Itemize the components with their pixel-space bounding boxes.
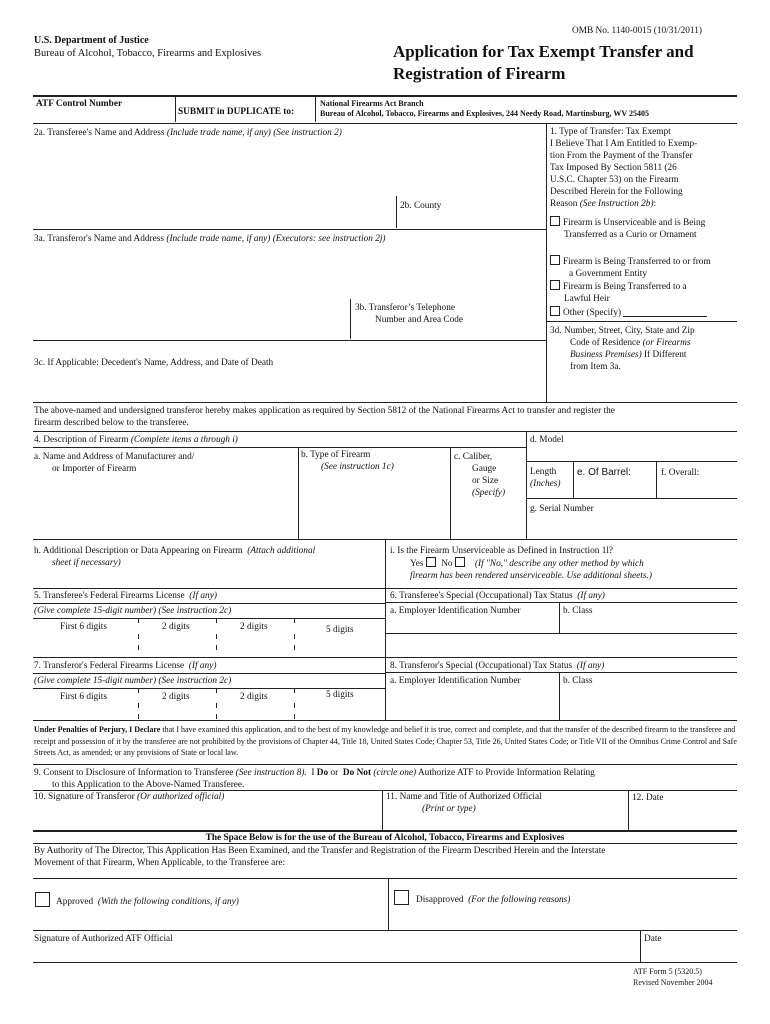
department: U.S. Department of Justice: [34, 35, 149, 46]
omb-number: OMB No. 1140-0015 (10/31/2011): [572, 26, 702, 36]
option-heir-checkbox[interactable]: Firearm is Being Transferred to a Lawful Heir: [550, 280, 687, 305]
form-title-line1: Application for Tax Exempt Transfer and: [393, 42, 694, 61]
field-d-model[interactable]: d. Model: [530, 435, 564, 445]
atf-date[interactable]: Date: [644, 934, 662, 944]
field-4i-unserviceable: i. Is the Firearm Unserviceable as Defined in Instruction 1l? Yes No (If "No," describe any other method by which firearm has been rendered unserviceable. Use additional sheets.): [390, 546, 652, 582]
field-6a-ein[interactable]: a. Employer Identification Number: [390, 606, 521, 616]
field-3a-transferor-name[interactable]: 3a. Transferor's Name and Address (Include trade name, if any) (Executors: see instruction 2j): [34, 234, 386, 244]
section5-label: 5. Transferee's Federal Firearms License (If any): [34, 591, 217, 601]
field-4a-manufacturer[interactable]: a. Name and Address of Manufacturer and/ or Importer of Firearm: [34, 452, 195, 475]
field-4b-type[interactable]: b. Type of Firearm (See instruction 1c): [301, 450, 394, 473]
top-rule: [33, 95, 737, 97]
section7-label: 7. Transferor's Federal Firearms License (If any): [34, 661, 217, 671]
length-label: Length (Inches): [530, 467, 561, 490]
section1-type-of-transfer: 1. Type of Transfer: Tax Exempt I Believe That I Am Entitled to Exemp- tion From the Payment of the Transfer Tax Imposed By Section 5811 (26 U.S.C. Chapter 53) on the Firearm Described Herein for the Following Reason (See Instruction 2b):: [550, 127, 698, 210]
field-3d-residence[interactable]: 3d. Number, Street, City, State and Zip Code of Residence (or Firearms Business Premises) If Different from Item 3a.: [550, 326, 695, 373]
field-4e-barrel-length[interactable]: e. Of Barrel:: [577, 467, 631, 478]
field-4f-overall-length[interactable]: f. Overall:: [661, 468, 700, 478]
other-specify-line[interactable]: [623, 308, 707, 317]
perjury-statement: Under Penalties of Perjury, I Declare that I have examined this application, and to the best of my knowledge and belief it is true, correct and complete, and that the transfer of the described firearm to the transferee and receipt and possession of it by the transferee are not prohibited by the provisions of Chapter 44, Title 18, United States Code; Chapter 53, Title 26, United States Code; or Title VII of the Omnibus Crime Control and Safe Streets Act, as amended; or any provisions of State or local law.: [34, 725, 737, 758]
approved-checkbox[interactable]: [35, 892, 50, 907]
bureau: Bureau of Alcohol, Tobacco, Firearms and Explosives: [34, 48, 262, 59]
field-10-signature[interactable]: 10. Signature of Transferor (Or authorized official): [34, 792, 225, 802]
form-number: ATF Form 5 (5320.5): [633, 967, 702, 976]
field-2a-transferee-name[interactable]: 2a. Transferee's Name and Address (Include trade name, if any) (See instruction 2): [34, 128, 342, 138]
field-8a-ein[interactable]: a. Employer Identification Number: [390, 676, 521, 686]
mailing-address: Bureau of Alcohol, Tobacco, Firearms and Explosives, 244 Needy Road, Martinsburg, WV 25405: [320, 109, 649, 118]
atf-use-heading: The Space Below is for the use of the Bureau of Alcohol, Tobacco, Firearms and Explosives: [205, 833, 565, 843]
do-not-option[interactable]: Do Not: [342, 768, 372, 778]
section4-label: 4. Description of Firearm (Complete items a through i): [34, 435, 238, 445]
section5-give-note: (Give complete 15-digit number) (See instruction 2c): [34, 606, 232, 616]
option-curio-checkbox[interactable]: Firearm is Unserviceable and is Being Transferred as a Curio or Ornament: [550, 216, 705, 241]
disapproved-checkbox[interactable]: [394, 890, 409, 905]
transferee-ffl-input[interactable]: First 6 digits 2 digits 2 digits 5 digits: [60, 622, 354, 635]
option-other-checkbox[interactable]: Other (Specify): [550, 306, 707, 319]
field-11-official-name[interactable]: 11. Name and Title of Authorized Official (Print or type): [386, 792, 542, 815]
approved-label: Approved (With the following conditions, if any): [56, 897, 239, 907]
field-4c-caliber[interactable]: c. Caliber, Gauge or Size (Specify): [454, 452, 506, 499]
no-checkbox[interactable]: [455, 557, 465, 567]
atf-authority-statement: By Authority of The Director, This Application Has Been Examined, and the Transfer and Registration of the Firearm Described Herein and the Interstate Movement of that Firearm, When Applicable, to the Transferee are:: [34, 846, 606, 869]
field-8b-class[interactable]: b. Class: [563, 676, 593, 686]
field-3c-decedent[interactable]: 3c. If Applicable: Decedent's Name, Address, and Date of Death: [34, 358, 274, 368]
option-government-checkbox[interactable]: Firearm is Being Transferred to or from a Government Entity: [550, 255, 711, 280]
revision-date: Revised November 2004: [633, 978, 713, 987]
field-12-date[interactable]: 12. Date: [632, 793, 664, 803]
field-3b-telephone[interactable]: 3b. Transferor’s Telephone Number and Area Code: [355, 303, 464, 326]
nfa-branch: National Firearms Act Branch: [320, 99, 424, 108]
submit-label: SUBMIT in DUPLICATE to:: [178, 107, 295, 117]
section8-label: 8. Transferor's Special (Occupational) Tax Status (If any): [390, 661, 605, 671]
section9-consent: 9. Consent to Disclosure of Information to Transferee (See instruction 8). I Do or Do Not (circle one) Authorize ATF to Provide Information Relating to this Application to the Above-Named Transferee.: [34, 768, 595, 791]
field-2b-county[interactable]: 2b. County: [400, 201, 442, 211]
section7-give-note: (Give complete 15-digit number) (See instruction 2c): [34, 676, 232, 686]
atf-official-signature[interactable]: Signature of Authorized ATF Official: [34, 934, 173, 944]
do-option[interactable]: Do: [316, 768, 329, 778]
form-title-line2: Registration of Firearm: [393, 64, 566, 83]
field-6b-class[interactable]: b. Class: [563, 606, 593, 616]
field-4g-serial[interactable]: g. Serial Number: [530, 504, 594, 514]
section6-label: 6. Transferee's Special (Occupational) Tax Status (If any): [390, 591, 605, 601]
transferor-ffl-input[interactable]: First 6 digits 2 digits 2 digits 5 digits: [60, 690, 354, 702]
atf-control-label: ATF Control Number: [36, 99, 123, 109]
disapproved-label: Disapproved (For the following reasons): [416, 895, 571, 905]
field-4h-description[interactable]: h. Additional Description or Data Appearing on Firearm (Attach additional sheet if necessary): [34, 546, 316, 569]
application-statement: The above-named and undersigned transferor hereby makes application as required by Section 5812 of the National Firearms Act to transfer and register the firearm described below to the transferee.: [34, 406, 615, 429]
yes-checkbox[interactable]: [426, 557, 436, 567]
